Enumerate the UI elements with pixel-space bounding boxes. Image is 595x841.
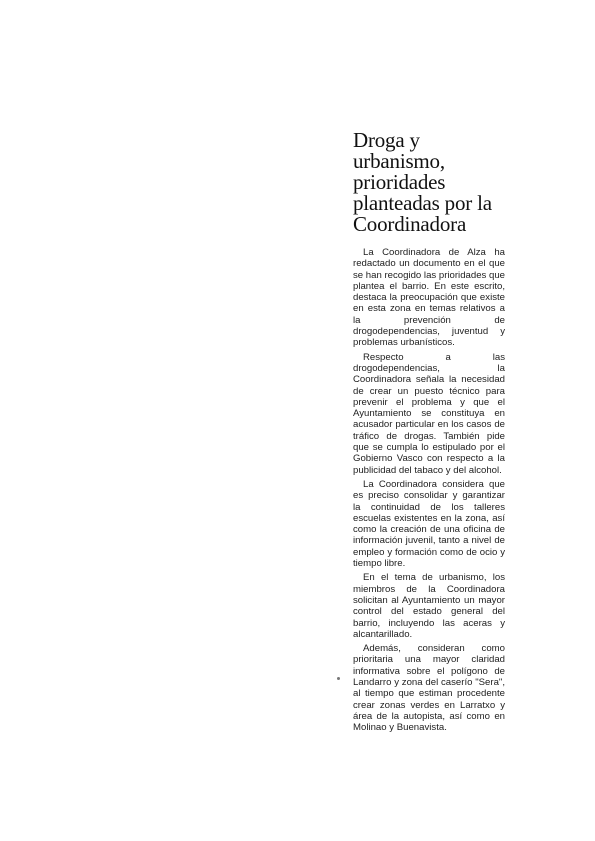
article-paragraph: Respecto a las drogodependencias, la Coordinadora señala la necesidad de crear un puesto técnico para prevenir el problema y que el Ayuntamiento se constituya en acusador particular en los casos de tráfico de drogas. También pide que se cumpla lo estipulado por el Gobierno Vasco con respecto a la publicidad del tabaco y del alcohol. [353, 351, 505, 476]
article-paragraph: La Coordinadora de Alza ha redactado un documento en el que se han recogido las prioridades que plantea el barrio. En este escrito, destaca la preocupación que existe en esta zona en temas relativos a la prevención de drogodependencias, juventud y problemas urbanísticos. [353, 247, 506, 349]
scan-speck [337, 677, 340, 680]
article-paragraph: La Coordinadora considera que es preciso consolidar y garantizar la continuidad de los talleres escuelas existentes en la zona, así como la creación de una oficina de información juvenil, tanto a nivel de empleo y formación como de ocio y tiempo libre. [353, 478, 505, 570]
article-headline: Droga y urbanismo, prioridades planteadas por la Coordinadora [353, 128, 492, 236]
article-body [353, 247, 505, 733]
article-paragraph: En el tema de urbanismo, los miembros de la Coordinadora solicitan al Ayuntamiento un mayor control del estado general del barrio, incluyendo las aceras y alcantarillado. [353, 572, 505, 640]
article-paragraph: Además, consideran como prioritaria una mayor claridad informativa sobre el polígono de Landarro y zona del caserío "Sera", al tiempo que estiman procedente crear zonas verdes en Larratxo y área de la autopista, así como en Molinao y Buenavista. [353, 643, 505, 734]
newspaper-clipping [353, 126, 505, 736]
